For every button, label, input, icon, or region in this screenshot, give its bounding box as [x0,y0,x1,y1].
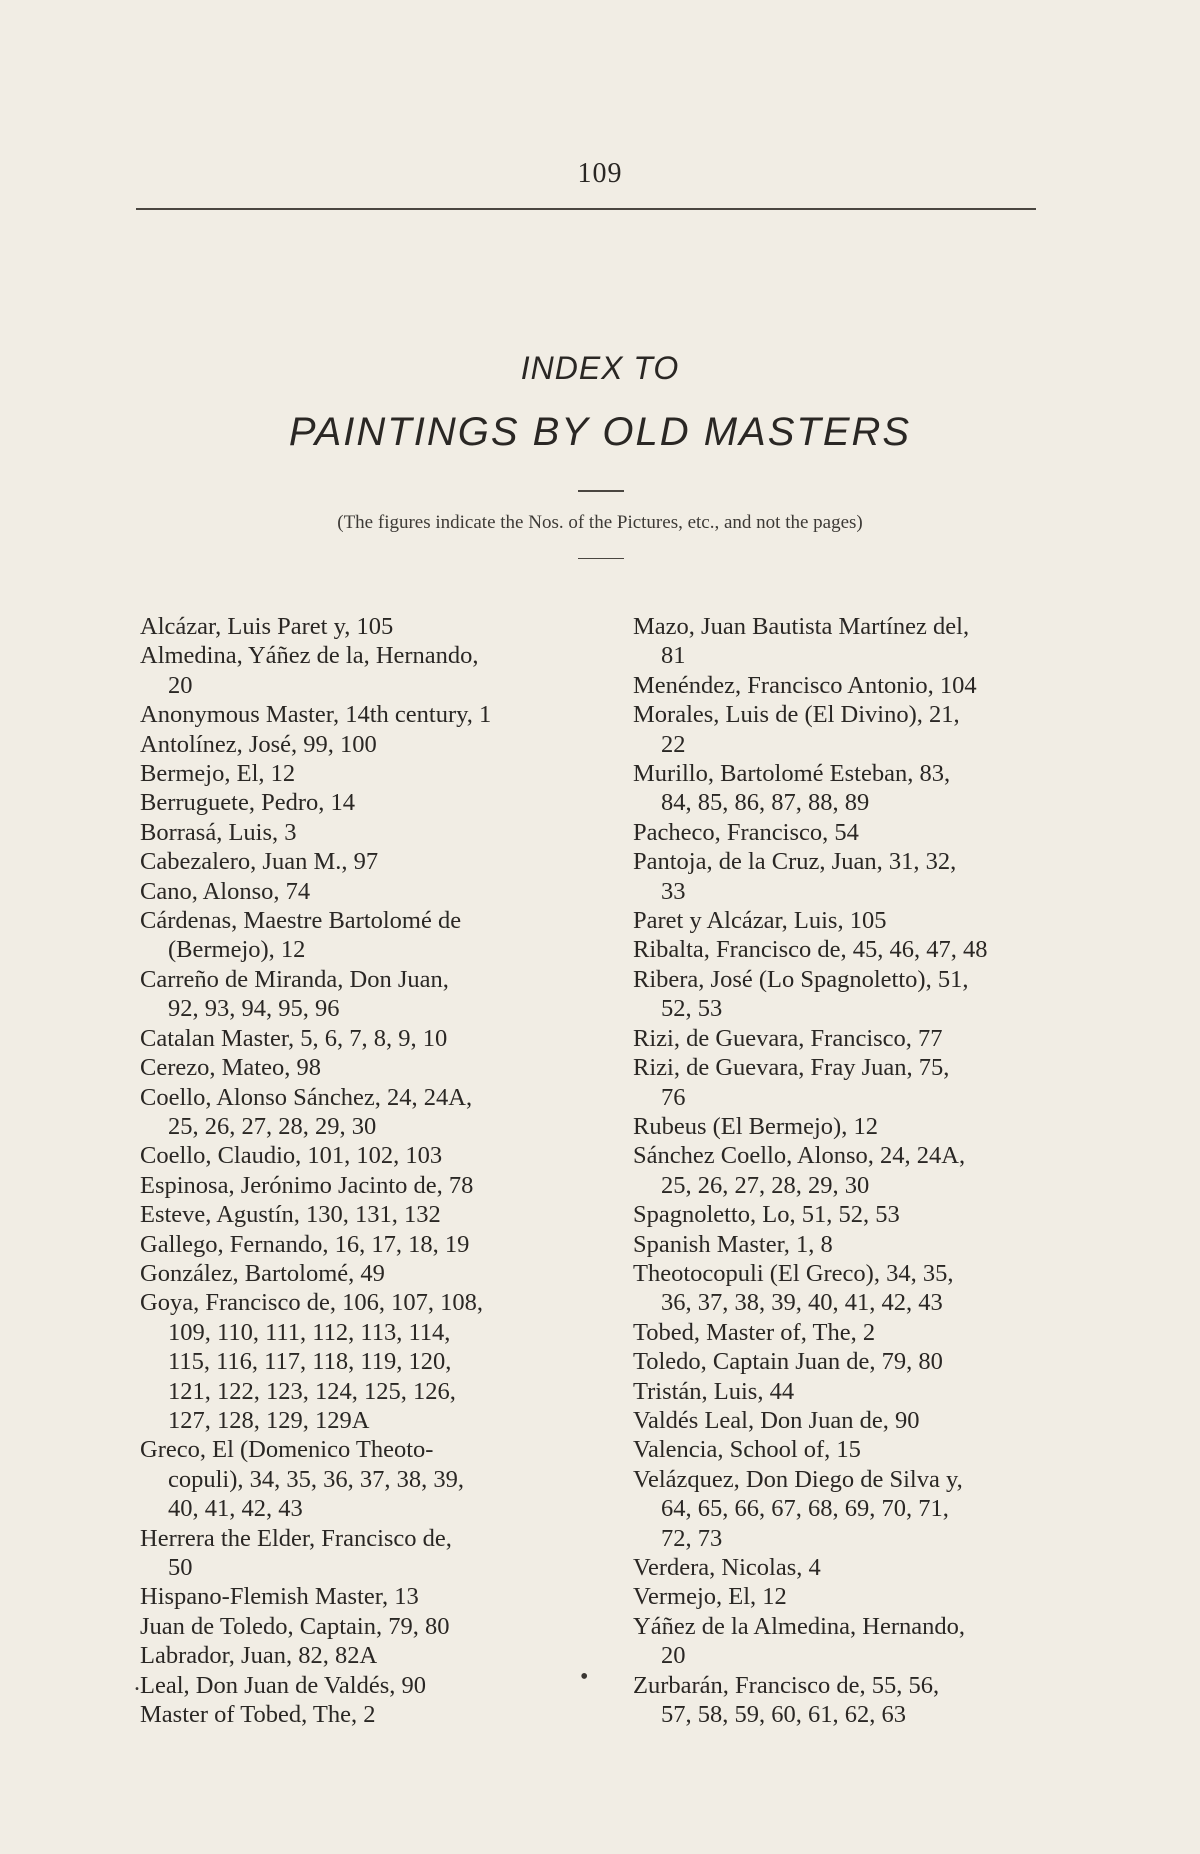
index-entry [633,1318,1063,1347]
index-entry [140,1700,580,1729]
index-entry [633,1141,1063,1200]
index-entry [140,1612,580,1641]
index-entry-heading: Juan de Toledo, Captain, 79, 80 [140,1612,450,1640]
index-entry [633,1435,1063,1464]
index-entry-continuation: 92, 93, 94, 95, 96 [168,995,340,1023]
index-entry [140,1435,580,1523]
index-entry-continuation: 115, 116, 117, 118, 119, 120, [168,1348,452,1376]
index-entry-continuation: 25, 26, 27, 28, 29, 30 [168,1112,377,1140]
index-entry-heading: Coello, Alonso Sánchez, 24, 24A, [140,1083,473,1111]
index-entry [633,700,1063,759]
index-entry [633,1377,1063,1406]
index-entry-heading: Yáñez de la Almedina, Hernando, [633,1612,965,1640]
index-entry-heading: González, Bartolomé, 49 [140,1259,385,1287]
index-entry [140,1141,580,1170]
index-entry-heading: Ribera, José (Lo Spagnoletto), 51, [633,965,969,993]
index-entry [140,759,580,788]
index-entry-heading: Tristán, Luis, 44 [633,1377,795,1405]
index-entry-heading: Esteve, Agustín, 130, 131, 132 [140,1201,441,1229]
index-entry [633,1259,1063,1318]
index-entry [140,1083,580,1142]
note-divider [578,558,624,559]
index-entry-heading: Labrador, Juan, 82, 82A [140,1642,378,1670]
index-entry [140,1259,580,1288]
index-entry-continuation: 81 [661,642,686,670]
index-entry-continuation: 22 [661,730,686,758]
index-entry-heading: Verdera, Nicolas, 4 [633,1554,821,1581]
index-entry [140,965,580,1024]
index-entry [140,1171,580,1200]
index-entry-heading: Almedina, Yáñez de la, Hernando, [140,642,479,670]
stray-mark: • [580,1664,589,1690]
index-entry-heading: Cano, Alonso, 74 [140,877,311,905]
index-entry-heading: Cerezo, Mateo, 98 [140,1054,321,1082]
stray-mark: . [134,1670,140,1696]
index-entry-heading: Catalan Master, 5, 6, 7, 8, 9, 10 [140,1024,448,1052]
index-entry [633,906,1063,935]
index-entry-heading: Mazo, Juan Bautista Martínez del, [633,613,970,640]
index-entry-heading: Carreño de Miranda, Don Juan, [140,965,449,993]
index-entry [633,759,1063,818]
index-entry-heading: Gallego, Fernando, 16, 17, 18, 19 [140,1230,470,1258]
index-entry-heading: Bermejo, El, 12 [140,760,296,788]
index-entry [140,788,580,817]
index-entry [140,1024,580,1053]
index-entry-continuation: (Bermejo), 12 [168,936,306,964]
index-entry-heading: Alcázar, Luis Paret y, 105 [140,613,394,640]
index-entry-heading: Pantoja, de la Cruz, Juan, 31, 32, [633,848,957,876]
index-entry [140,641,580,700]
index-column-right [633,612,1063,1729]
index-entry [140,1200,580,1229]
index-entry [633,1671,1063,1730]
index-entry-continuation: 52, 53 [661,995,723,1023]
index-entry-continuation: 127, 128, 129, 129A [168,1406,370,1434]
index-entry-heading: Toledo, Captain Juan de, 79, 80 [633,1348,943,1376]
index-entry [633,1053,1063,1112]
index-entry [140,847,580,876]
index-entry [633,935,1063,964]
index-entry-continuation: 84, 85, 86, 87, 88, 89 [661,789,870,817]
index-entry-heading: Rizi, de Guevara, Francisco, 77 [633,1024,943,1052]
index-entry [140,906,580,965]
index-entry-continuation: 36, 37, 38, 39, 40, 41, 42, 43 [661,1289,943,1317]
index-entry-continuation: 40, 41, 42, 43 [168,1495,303,1523]
index-entry-heading: Goya, Francisco de, 106, 107, 108, [140,1289,483,1317]
index-entry [633,1112,1063,1141]
index-entry-heading: Herrera the Elder, Francisco de, [140,1524,452,1552]
header-rule [136,208,1036,210]
index-entry [633,1230,1063,1259]
index-entry-continuation: 109, 110, 111, 112, 113, 114, [168,1318,451,1346]
index-entry-heading: Sánchez Coello, Alonso, 24, 24A, [633,1142,966,1170]
index-entry-heading: Valencia, School of, 15 [633,1436,861,1464]
index-title-line1: INDEX TO [520,350,680,386]
index-entry-heading: Borrasá, Luis, 3 [140,818,297,846]
index-entry [633,1200,1063,1229]
index-note: (The figures indicate the Nos. of the Pictures, etc., and not the pages) [337,512,863,533]
index-entry-heading: Tobed, Master of, The, 2 [633,1318,876,1346]
index-entry [140,1671,580,1700]
index-entry [140,1053,580,1082]
index-entry [140,730,580,759]
index-entry-continuation: 57, 58, 59, 60, 61, 62, 63 [661,1701,906,1729]
index-entry-heading: Cárdenas, Maestre Bartolomé de [140,907,462,935]
index-title-line2: PAINTINGS BY OLD MASTERS [288,410,912,454]
index-entry-heading: Vermejo, El, 12 [633,1583,787,1611]
index-entry-heading: Pacheco, Francisco, 54 [633,818,859,846]
index-entry [140,818,580,847]
index-entry-continuation: 33 [661,877,686,905]
index-entry-heading: Spagnoletto, Lo, 51, 52, 53 [633,1201,900,1229]
index-entry [633,847,1063,906]
index-entry-continuation: 20 [168,671,193,699]
index-entry [633,818,1063,847]
index-entry-heading: Espinosa, Jerónimo Jacinto de, 78 [140,1171,474,1199]
index-entry-heading: Hispano-Flemish Master, 13 [140,1583,419,1611]
index-entry [633,1406,1063,1435]
index-entry-heading: Valdés Leal, Don Juan de, 90 [633,1406,920,1434]
index-entry [633,1465,1063,1553]
index-entry [140,1582,580,1611]
index-entry [140,1641,580,1670]
index-entry-heading: Berruguete, Pedro, 14 [140,789,355,817]
index-entry-heading: Menéndez, Francisco Antonio, 104 [633,671,977,699]
index-entry [633,1582,1063,1611]
index-entry-heading: Theotocopuli (El Greco), 34, 35, [633,1259,954,1287]
index-entry-heading: Cabezalero, Juan M., 97 [140,848,379,876]
index-entry [633,1612,1063,1671]
index-entry [140,1230,580,1259]
index-entry-heading: Morales, Luis de (El Divino), 21, [633,701,960,729]
index-entry-heading: Ribalta, Francisco de, 45, 46, 47, 48 [633,936,988,964]
index-entry-heading: Greco, El (Domenico Theoto- [140,1436,434,1464]
index-entry-heading: Velázquez, Don Diego de Silva y, [633,1465,963,1493]
index-entry [633,612,1063,671]
index-entry-continuation: 64, 65, 66, 67, 68, 69, 70, 71, [661,1495,949,1523]
index-entry [633,1024,1063,1053]
index-entry-continuation: 72, 73 [661,1524,723,1552]
index-entry-continuation: 50 [168,1554,193,1581]
index-entry-heading: Murillo, Bartolomé Esteban, 83, [633,760,951,788]
index-entry [140,612,580,641]
index-entry-heading: Paret y Alcázar, Luis, 105 [633,907,887,935]
index-entry-continuation: copuli), 34, 35, 36, 37, 38, 39, [168,1465,465,1493]
index-entry [140,1288,580,1435]
index-entry-heading: Coello, Claudio, 101, 102, 103 [140,1142,443,1170]
index-entry [633,671,1063,700]
index-entry [633,1347,1063,1376]
title-divider [578,490,624,492]
index-entry-heading: Anonymous Master, 14th century, 1 [140,701,492,729]
index-entry [140,700,580,729]
index-entry-heading: Rubeus (El Bermejo), 12 [633,1112,878,1140]
index-entry-heading: Master of Tobed, The, 2 [140,1701,376,1729]
index-entry-heading: Zurbarán, Francisco de, 55, 56, [633,1671,940,1699]
index-entry-heading: Leal, Don Juan de Valdés, 90 [140,1671,426,1699]
index-entry-heading: Rizi, de Guevara, Fray Juan, 75, [633,1054,950,1082]
index-entry-continuation: 20 [661,1642,686,1670]
index-entry [140,1524,580,1583]
page-number: 109 [577,158,623,189]
index-entry-continuation: 76 [661,1083,686,1111]
index-entry [633,965,1063,1024]
index-entry-continuation: 25, 26, 27, 28, 29, 30 [661,1171,870,1199]
index-entry [633,1553,1063,1582]
index-entry-heading: Spanish Master, 1, 8 [633,1230,833,1258]
index-entry [140,877,580,906]
index-column-left [140,612,580,1729]
index-entry-heading: Antolínez, José, 99, 100 [140,730,377,758]
index-entry-continuation: 121, 122, 123, 124, 125, 126, [168,1377,456,1405]
